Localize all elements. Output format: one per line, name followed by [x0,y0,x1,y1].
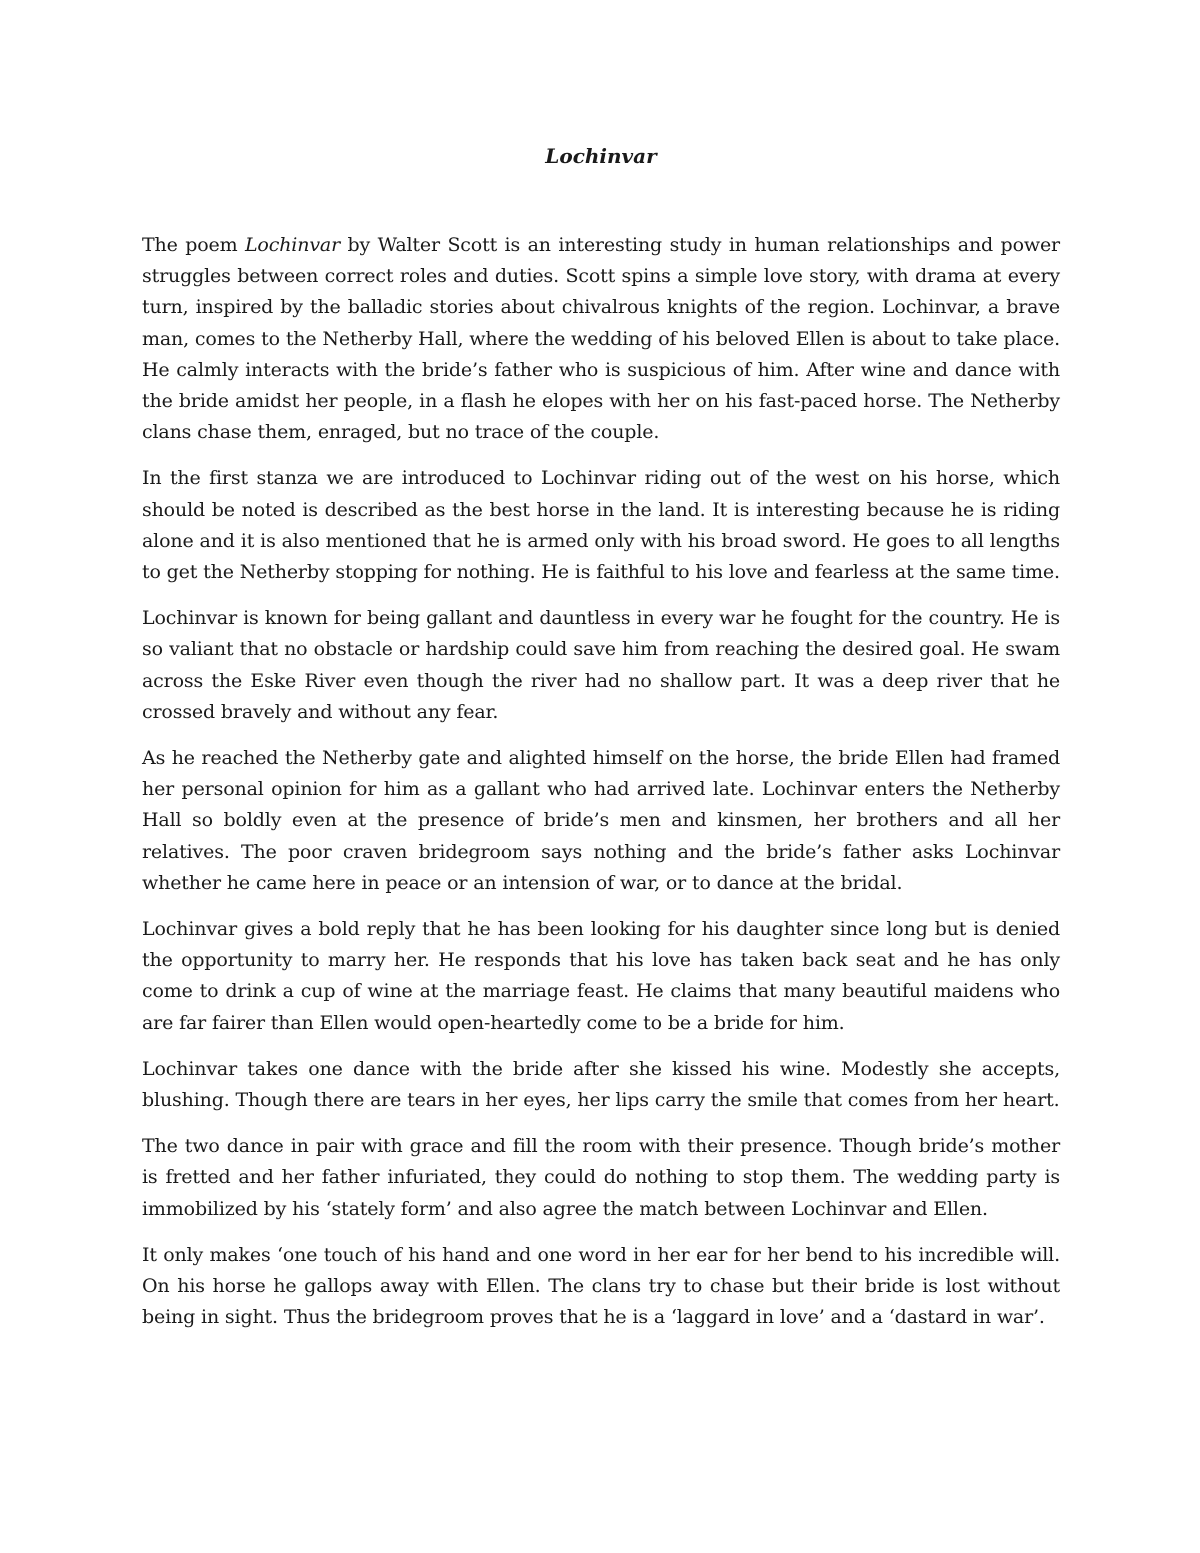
intro-text-rest: by Walter Scott is an interesting study in human relationships and power struggles between correct roles and duties. Scott spins a simple love story, with drama at every turn, inspired by the balladic stories about chivalrous knights of the region. Lochinvar, a brave man, comes to the Netherby Hall, where the wedding of his beloved Ellen is about to take place. He calmly interacts with the bride’s father who is suspicious of him. After wine and dance with the bride amidst her people, in a flash he elopes with her on his fast-paced horse. The Netherby clans chase them, enraged, but no trace of the couple. [142,234,1060,444]
paragraph-intro [142,230,1060,448]
document-title: Lochinvar [545,144,657,168]
paragraph-gallant: Lochinvar is known for being gallant and dauntless in every war he fought for the country. He is so valiant that no obstacle or hardship could save him from reaching the desired goal. He swam across the Eske River even though the river had no shallow part. It was a deep river that he crossed bravely and without any fear. [142,607,1060,723]
paragraph-dance: Lochinvar takes one dance with the bride after she kissed his wine. Modestly she accepts, blushing. Though there are tears in her eyes, her lips carry the smile that comes from her heart. [142,1057,1060,1112]
intro-poem-title: Lochinvar [244,234,341,256]
intro-text-start: The poem [142,234,245,256]
paragraph-first-stanza: In the first stanza we are introduced to Lochinvar riding out of the west on his horse, which should be noted is described as the best horse in the land. It is interesting because he is riding alone and it is also mentioned that he is armed only with his broad sword. He goes to all lengths to get the Netherby stopping for nothing. He is faithful to his love and fearless at the same time. [142,467,1060,584]
paragraph-netherby-gate: As he reached the Netherby gate and alighted himself on the horse, the bride Ellen had framed her personal opinion for him as a gallant who had arrived late. Lochinvar enters the Netherby Hall so boldly even at the presence of bride’s men and kinsmen, her brothers and all her relatives. The poor craven bridegroom says nothing and the bride’s father asks Lochinvar whether he came here in peace or an intension of war, or to dance at the bridal. [142,747,1060,894]
paragraph-elopement: It only makes ‘one touch of his hand and one word in her ear for her bend to his incredible will. On his horse he gallops away with Ellen. The clans try to chase but their bride is lost without being in sight. Thus the bridegroom proves that he is a ‘laggard in love’ and a ‘dastard in war’. [142,1243,1060,1329]
paragraph-bold-reply: Lochinvar gives a bold reply that he has been looking for his daughter since long but is denied the opportunity to marry her. He responds that his love has taken back seat and he has only come to drink a cup of wine at the marriage feast. He claims that many beautiful maidens who are far fairer than Ellen would open-heartedly come to be a bride for him. [142,918,1060,1034]
paragraph-pair-dance: The two dance in pair with grace and fill the room with their presence. Though bride’s mother is fretted and her father infuriated, they could do nothing to stop them. The wedding party is immobilized by his ‘stately form’ and also agree the match between Lochinvar and Ellen. [142,1135,1060,1220]
